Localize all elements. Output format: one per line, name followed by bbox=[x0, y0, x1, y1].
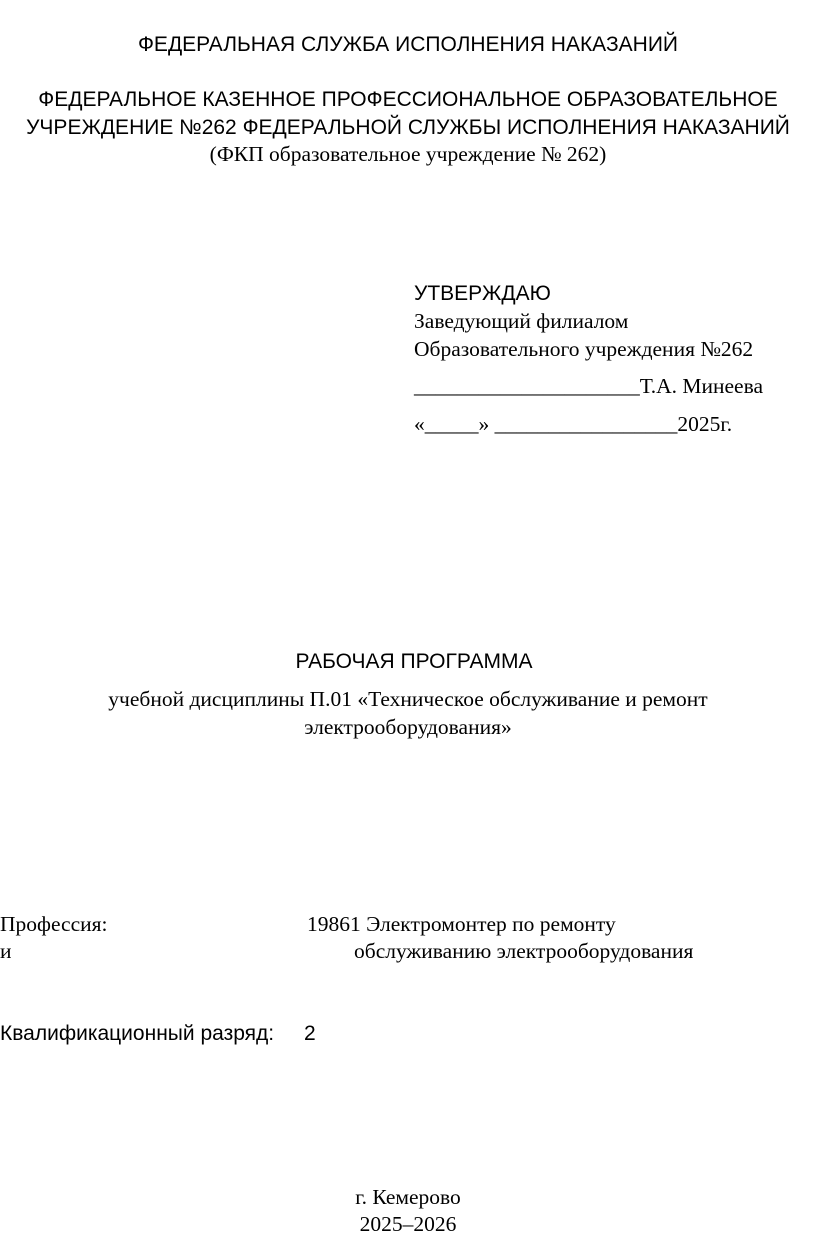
profession-label: Профессия: bbox=[0, 912, 108, 936]
footer-years: 2025–2026 bbox=[359, 1212, 457, 1236]
approval-position-line2: Образовательного учреждения №262 bbox=[414, 337, 754, 361]
approval-signature-line: _____________________Т.А. Минеева bbox=[414, 374, 764, 398]
service-name: ФЕДЕРАЛЬНАЯ СЛУЖБА ИСПОЛНЕНИЯ НАКАЗАНИЙ bbox=[137, 33, 679, 56]
institution-short-name: (ФКП образовательное учреждение № 262) bbox=[209, 142, 607, 166]
program-subtitle-line1: учебной дисциплины П.01 «Техническое обслуживание и ремонт bbox=[108, 687, 708, 711]
approval-date-line: «_____» _________________2025г. bbox=[414, 412, 733, 436]
approval-title: УТВЕРЖДАЮ bbox=[414, 282, 551, 305]
qualification-value: 2 bbox=[304, 1022, 316, 1045]
qualification-label: Квалификационный разряд: bbox=[0, 1022, 275, 1045]
program-title: РАБОЧАЯ ПРОГРАММА bbox=[295, 650, 533, 673]
institution-name-line1: ФЕДЕРАЛЬНОЕ КАЗЕННОЕ ПРОФЕССИОНАЛЬНОЕ ОБРАЗОВАТЕЛЬНОЕ bbox=[38, 88, 778, 111]
profession-value-line1: 19861 Электромонтер по ремонту bbox=[307, 912, 616, 936]
approval-position-line1: Заведующий филиалом bbox=[414, 309, 629, 333]
footer-city: г. Кемерово bbox=[355, 1185, 461, 1209]
program-subtitle-line2: электрооборудования» bbox=[304, 715, 512, 739]
profession-label-conjunction: и bbox=[0, 939, 12, 963]
institution-name-line2: УЧРЕЖДЕНИЕ №262 ФЕДЕРАЛЬНОЙ СЛУЖБЫ ИСПОЛНЕНИЯ НАКАЗАНИЙ bbox=[26, 116, 790, 139]
profession-value-line2: обслуживанию электрооборудования bbox=[354, 939, 694, 963]
